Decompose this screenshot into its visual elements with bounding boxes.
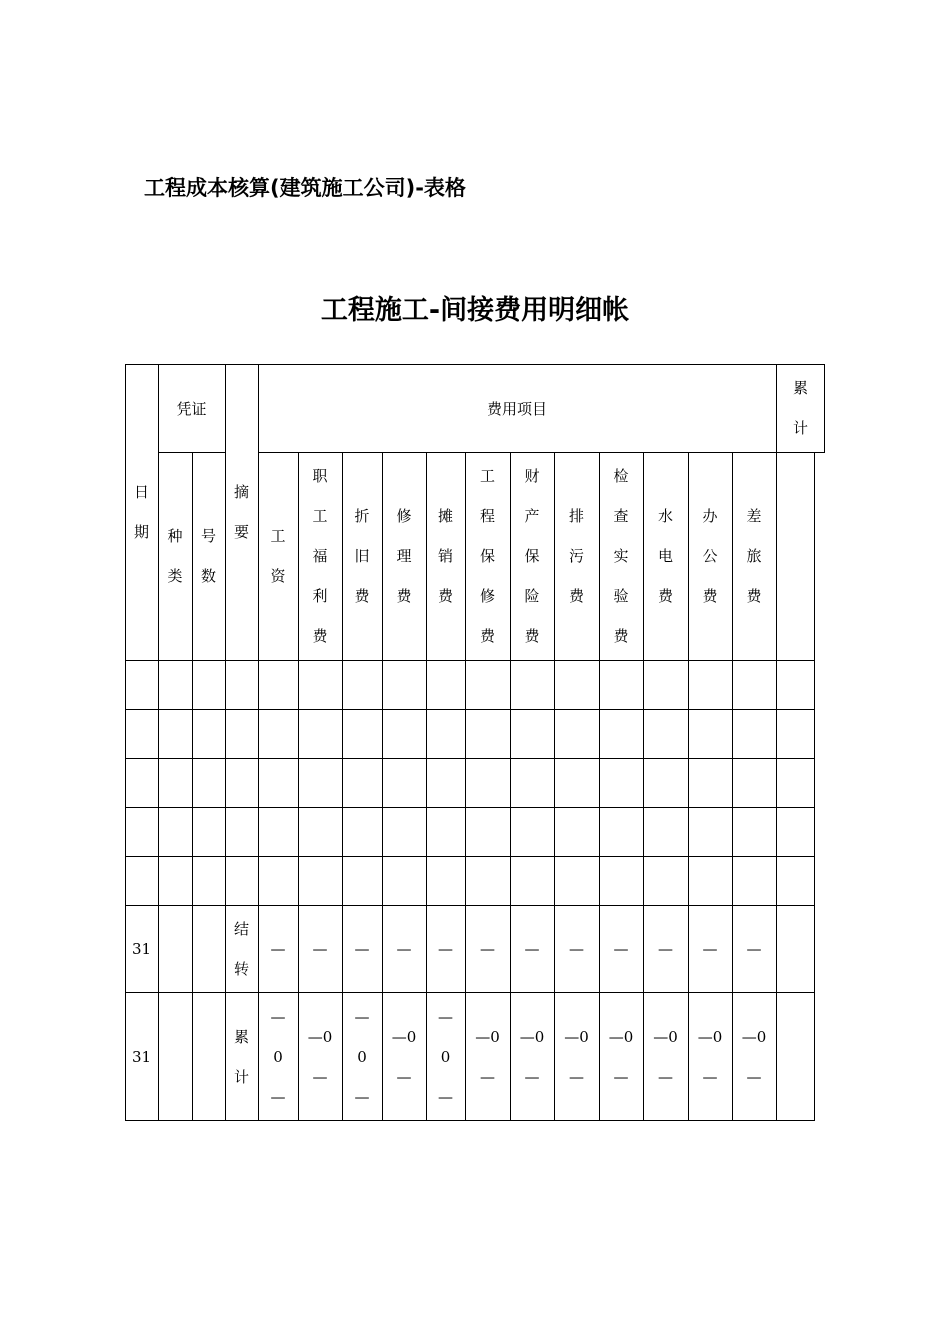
row-value: —	[438, 939, 453, 958]
expense-column-header: 职 工 福 利 费	[312, 467, 328, 645]
row-value: —0 —	[608, 1027, 634, 1086]
cumulative-header: 累 计	[792, 379, 808, 437]
expense-column-header: 折 旧 费	[354, 507, 370, 605]
grid-line	[814, 452, 815, 1121]
row-value: —	[746, 939, 762, 958]
row-summary: 累 计	[233, 1027, 249, 1086]
summary-header: 摘 要	[233, 483, 249, 541]
grid-line	[125, 660, 815, 661]
row-value: —	[312, 939, 328, 958]
expense-column-header: 修 理 费	[396, 507, 412, 605]
row-value: —0 —	[307, 1027, 333, 1086]
voucher-header: 凭证	[176, 399, 207, 418]
grid-line	[776, 452, 825, 453]
row-date: 31	[131, 1047, 152, 1066]
expense-column-header: 工 程 保 修 费	[479, 467, 495, 645]
row-value: — 0 —	[438, 1007, 453, 1106]
row-value: — 0 —	[354, 1007, 370, 1106]
voucher-type-header: 种 类	[167, 527, 183, 585]
row-value: —0 —	[475, 1027, 500, 1086]
row-value: —	[270, 939, 286, 958]
row-value: —	[569, 939, 584, 958]
expense-column-header: 检 查 实 验 费	[613, 467, 629, 645]
row-value: —	[702, 939, 718, 958]
row-value: —	[613, 939, 629, 958]
table-title: 工程施工-间接费用明细帐	[320, 295, 630, 326]
row-value: —0 —	[391, 1027, 417, 1086]
grid-line	[125, 807, 815, 808]
voucher-number-header: 号 数	[200, 527, 216, 585]
row-summary: 结 转	[233, 919, 249, 978]
row-value: —0 —	[653, 1027, 678, 1086]
row-value: —	[480, 939, 495, 958]
date-header: 日 期	[133, 483, 149, 541]
row-value: —0 —	[697, 1027, 723, 1086]
row-value: —0 —	[564, 1027, 589, 1086]
row-value: —0 —	[519, 1027, 545, 1086]
expense-column-header: 摊 销 费	[437, 507, 453, 605]
expense-column-header: 财 产 保 险 费	[524, 467, 540, 645]
row-date: 31	[131, 939, 152, 958]
expense-column-header: 差 旅 费	[746, 507, 762, 605]
expense-column-header: 办 公 费	[702, 507, 718, 605]
grid-line	[125, 856, 815, 857]
row-value: — 0 —	[270, 1007, 286, 1106]
row-value: —	[524, 939, 540, 958]
row-value: —0 —	[741, 1027, 767, 1086]
expense-column-header: 排 污 费	[568, 507, 584, 605]
row-value: —	[396, 939, 412, 958]
expense-ledger-table	[125, 364, 825, 1121]
document-title: 工程成本核算(建筑施工公司)-表格	[144, 176, 466, 200]
expense-items-header: 费用项目	[486, 399, 547, 418]
row-value: —	[354, 939, 370, 958]
expense-column-header: 工 资	[270, 527, 286, 585]
grid-line	[125, 758, 815, 759]
grid-line	[125, 709, 815, 710]
expense-column-header: 水 电 费	[657, 507, 673, 605]
row-value: —	[658, 939, 673, 958]
grid-line	[776, 364, 777, 1121]
